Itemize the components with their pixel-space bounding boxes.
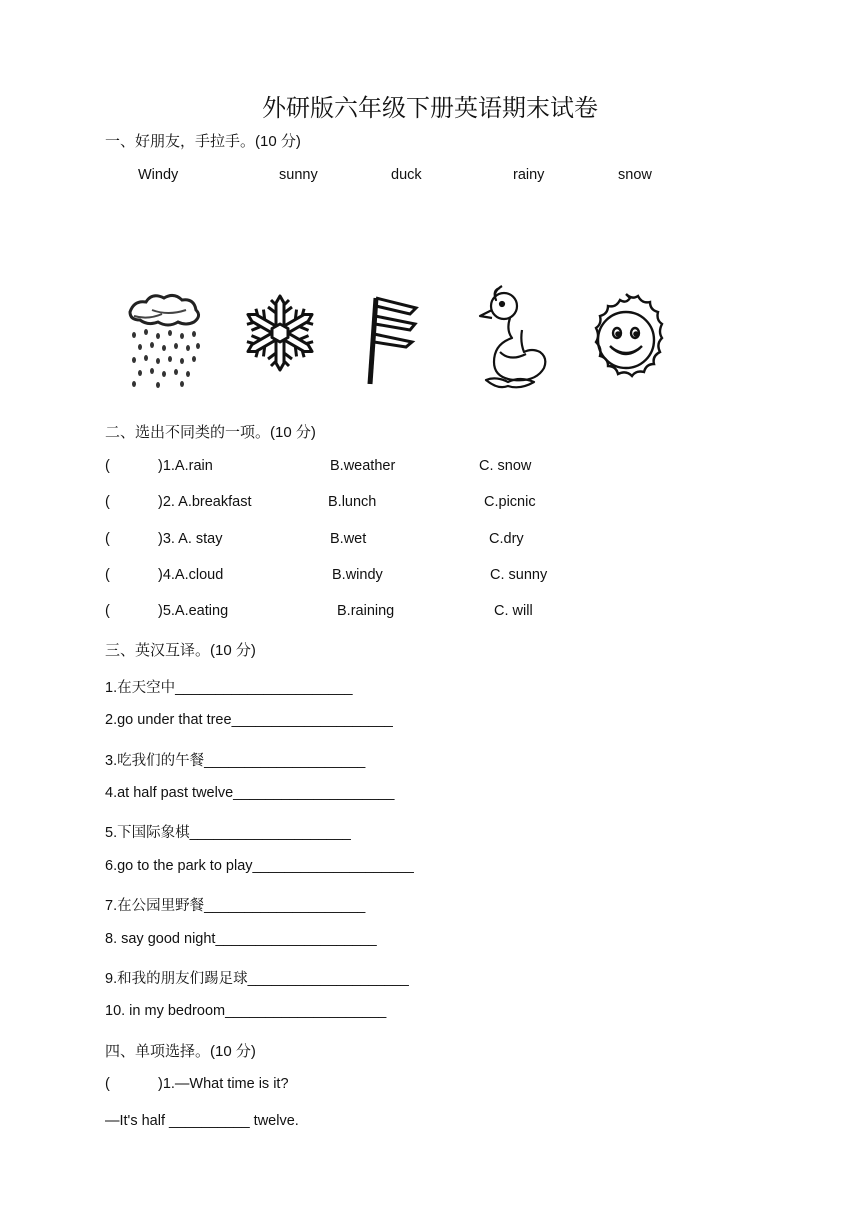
translation-item: 3.吃我们的午餐____________________: [105, 753, 366, 769]
option-c: C. snow: [479, 458, 532, 474]
question-1-answer-line: —It's half __________ twelve.: [105, 1113, 299, 1129]
translation-item: 6.go to the park to play____________________: [105, 858, 414, 874]
option-b: B.lunch: [328, 494, 377, 510]
option-b: B.wet: [330, 531, 367, 547]
answer-paren: (: [105, 458, 110, 474]
wind-flag-icon: [360, 292, 422, 388]
answer-paren: (: [105, 603, 110, 619]
duck-icon: [472, 282, 548, 394]
translation-item: 2.go under that tree____________________: [105, 712, 393, 728]
snowflake-icon: [244, 292, 316, 374]
translation-item: 4.at half past twelve____________________: [105, 785, 395, 801]
option-a: )5.A.eating: [158, 603, 229, 619]
translation-item: 5.下国际象棋____________________: [105, 825, 351, 841]
option-c: C.dry: [489, 531, 524, 547]
answer-paren: (: [105, 494, 110, 510]
option-b: B.windy: [332, 567, 383, 583]
option-c: C. sunny: [490, 567, 548, 583]
page-title: 外研版六年级下册英语期末试卷: [262, 94, 598, 122]
question-1: )1.—What time is it?: [158, 1076, 289, 1092]
option-a: )3. A. stay: [158, 531, 223, 547]
option-c: C. will: [494, 603, 533, 619]
word-sunny: sunny: [279, 167, 318, 183]
section-2-heading: 二、选出不同类的一项。(10 分): [105, 424, 316, 441]
word-snow: snow: [618, 167, 652, 183]
option-a: )2. A.breakfast: [158, 494, 252, 510]
section-1-heading: 一、好朋友，手拉手。(10 分): [105, 133, 301, 150]
option-c: C.picnic: [484, 494, 536, 510]
option-b: B.raining: [337, 603, 395, 619]
translation-item: 7.在公园里野餐____________________: [105, 898, 366, 914]
option-a: )1.A.rain: [158, 458, 213, 474]
section-4-heading: 四、单项选择。(10 分): [105, 1043, 256, 1060]
section-3-heading: 三、英汉互译。(10 分): [105, 642, 256, 659]
rain-cloud-icon: [122, 290, 207, 390]
translation-item: 10. in my bedroom____________________: [105, 1003, 387, 1019]
word-duck: duck: [391, 167, 422, 183]
option-b: B.weather: [330, 458, 396, 474]
translation-item: 9.和我的朋友们踢足球____________________: [105, 971, 409, 987]
option-a: )4.A.cloud: [158, 567, 224, 583]
word-rainy: rainy: [513, 167, 545, 183]
answer-paren: (: [105, 567, 110, 583]
answer-paren: (: [105, 1076, 110, 1092]
answer-paren: (: [105, 531, 110, 547]
translation-item: 8. say good night____________________: [105, 931, 377, 947]
sun-icon: [586, 290, 666, 390]
word-windy: Windy: [138, 167, 179, 183]
translation-item: 1.在天空中______________________: [105, 680, 353, 696]
